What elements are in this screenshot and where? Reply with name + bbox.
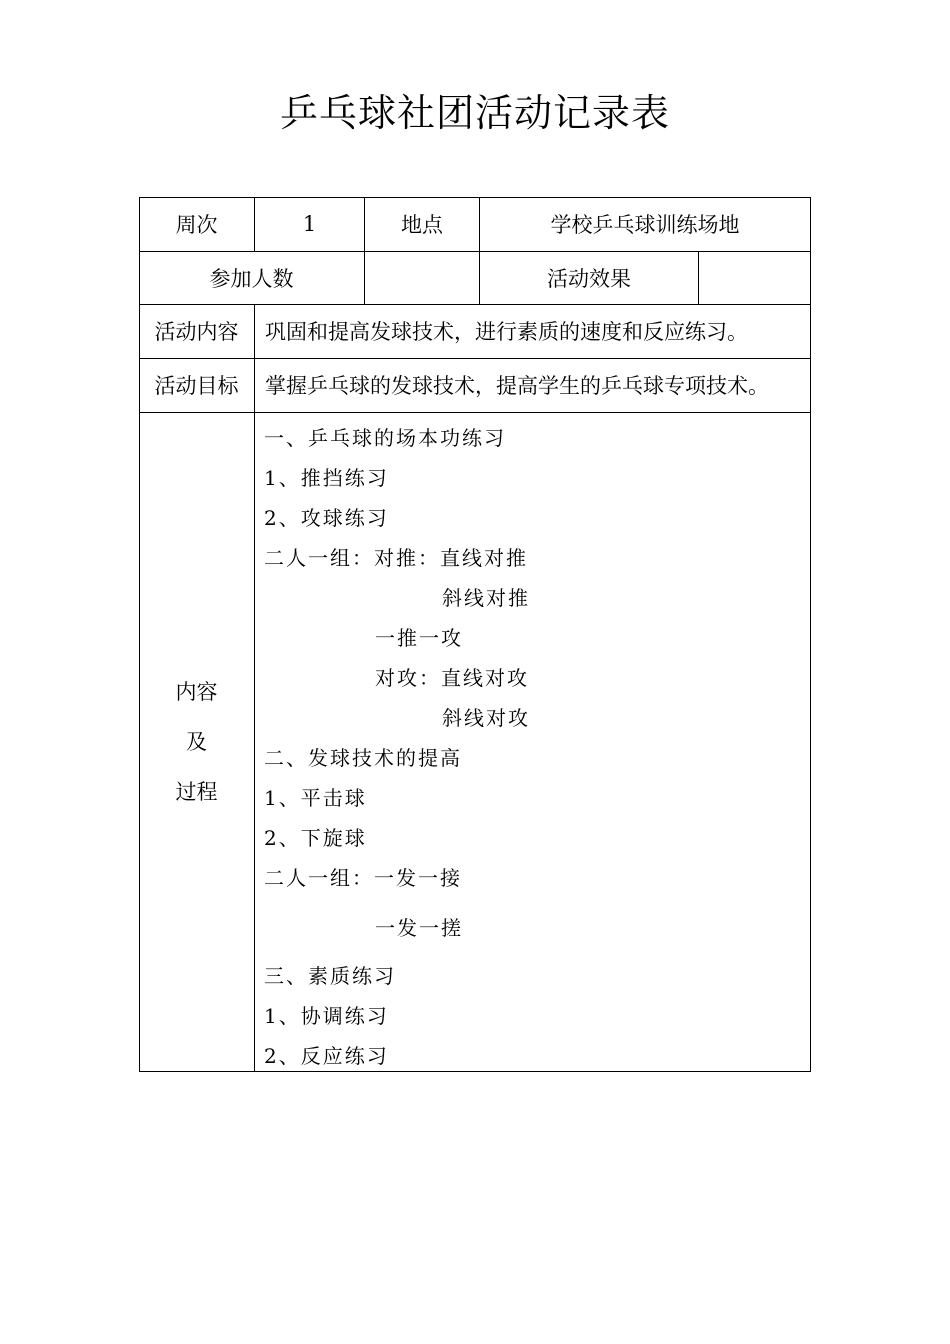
table-rule — [139, 1071, 811, 1072]
process-label — [139, 412, 254, 1071]
content-value: 巩固和提高发球技术，进行素质的速度和反应练习。 — [265, 320, 748, 344]
table-rule — [810, 197, 811, 1072]
process-line: 一、乒乓球的场本功练习 — [264, 426, 506, 450]
process-line: 斜线对推 — [442, 586, 530, 610]
process-line: 二人一组：对推：直线对推 — [264, 546, 528, 570]
process-line: 斜线对攻 — [442, 706, 530, 730]
effect-label: 活动效果 — [547, 266, 631, 291]
process-line: 一推一攻 — [375, 626, 463, 650]
process-line: 三、素质练习 — [264, 964, 396, 988]
week-value: 1 — [302, 212, 317, 236]
content-label: 活动内容 — [154, 320, 239, 344]
effect-value — [699, 251, 810, 304]
process-label-part: 内容 — [175, 679, 218, 704]
participants-label: 参加人数 — [209, 266, 294, 291]
goal-value: 掌握乒乓球的发球技术，提高学生的乒乓球专项技术。 — [265, 374, 769, 398]
page-title: 乒乓球社团活动记录表 — [279, 91, 670, 135]
week-label: 周次 — [175, 213, 218, 237]
participants-value — [365, 251, 479, 304]
table-rule — [254, 304, 255, 1072]
activity-record-table — [139, 197, 811, 1072]
process-line: 2、下旋球 — [264, 826, 367, 850]
process-label-part: 过程 — [175, 779, 218, 804]
process-line: 二人一组：一发一接 — [264, 866, 462, 890]
process-line: 1、平击球 — [264, 786, 367, 810]
process-line: 二、发球技术的提高 — [264, 746, 462, 770]
process-line: 对攻：直线对攻 — [375, 666, 529, 690]
goal-label: 活动目标 — [154, 374, 239, 398]
process-line: 一发一搓 — [375, 916, 463, 940]
location-label: 地点 — [401, 213, 443, 237]
location-value: 学校乒乓球训练场地 — [550, 213, 740, 237]
process-line: 1、推挡练习 — [264, 466, 389, 490]
process-label-part: 及 — [186, 729, 207, 754]
process-line: 2、攻球练习 — [264, 506, 389, 530]
process-line: 2、反应练习 — [264, 1044, 389, 1068]
process-line: 1、协调练习 — [264, 1004, 389, 1028]
